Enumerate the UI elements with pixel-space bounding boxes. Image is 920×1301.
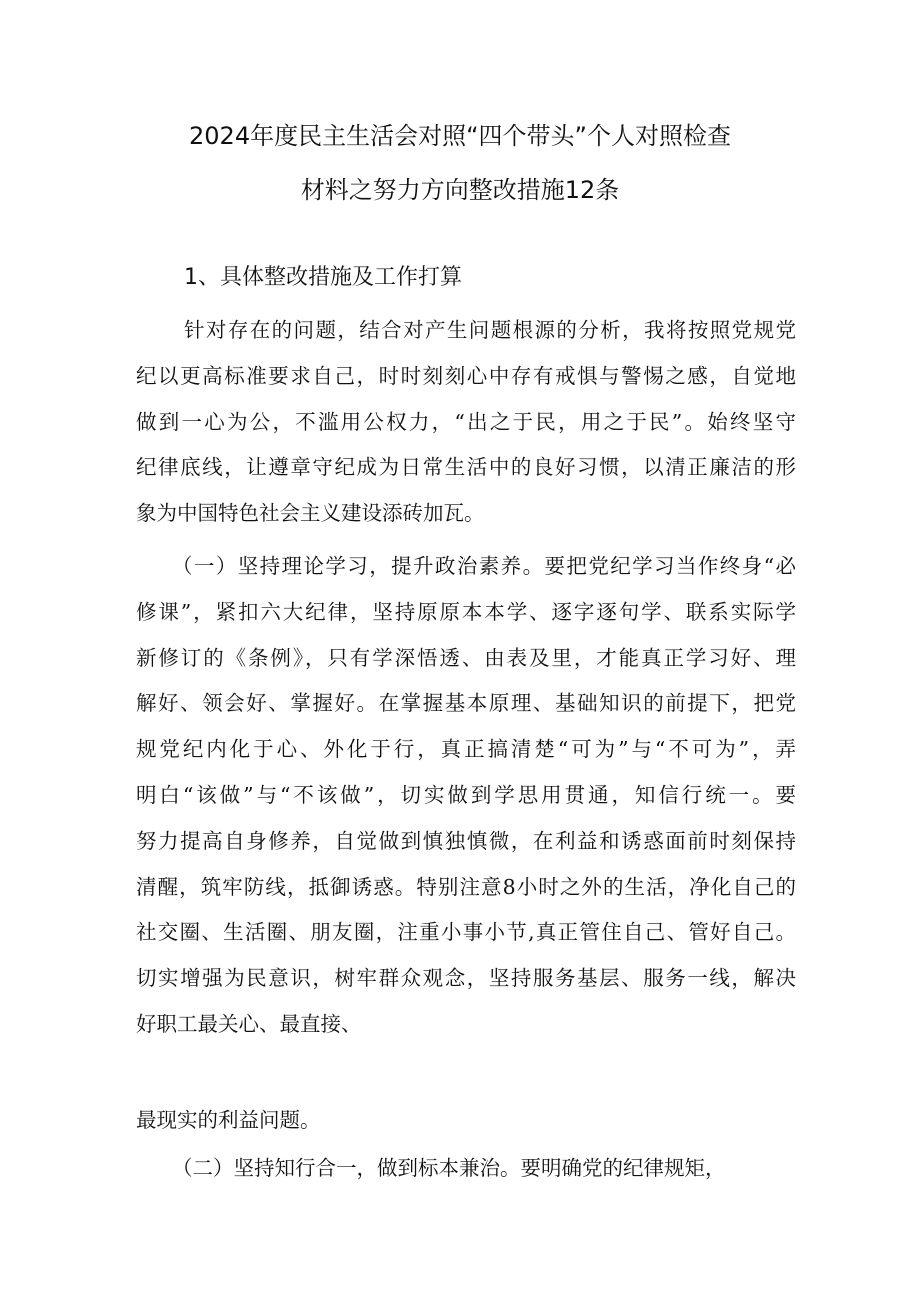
paragraph-2-line: 切实增强为民意识，树牢群众观念，坚持服务基层、服务一线，解决 [136, 966, 796, 991]
paragraph-2-line: 社交圈、生活圈、朋友圈，注重小事小节,真正管住自己、管好自己。 [136, 920, 796, 945]
paragraph-1-line: 纪律底线，让遵章守纪成为日常生活中的良好习惯，以清正廉洁的形 [136, 455, 796, 480]
paragraph-2-line: 明白“该做”与“不该做”，切实做到学思用贯通，知信行统一。要 [136, 782, 796, 807]
paragraph-4 [136, 1146, 796, 1192]
paragraph-1-line: 针对存在的问题，结合对产生问题根源的分析，我将按照党规党 [184, 318, 796, 342]
paragraph-1-line: 纪以更高标准要求自己，时时刻刻心中存有戒惧与警惕之感，自觉地 [136, 363, 796, 388]
paragraph-4-line: （二）坚持知行合一，做到标本兼治。要明确党的纪律规矩， [172, 1156, 726, 1180]
paragraph-2-line: 解好、领会好、掌握好。在掌握基本原理、基础知识的前提下，把党 [136, 691, 796, 716]
paragraph-1-line: 做到一心为公，不滥用公权力，“出之于民，用之于民”。始终坚守 [136, 409, 796, 434]
paragraph-1-line: 象为中国特色社会主义建设添砖加瓦。 [136, 501, 485, 526]
document-title-line-1: 2024年度民主生活会对照“四个带头”个人对照检查 [189, 122, 731, 150]
section-heading: 1、具体整改措施及工作打算 [184, 265, 462, 290]
paragraph-1 [136, 308, 796, 537]
paragraph-2-line: 努力提高自身修养，自觉做到慎独慎微，在利益和诱惑面前时刻保持 [136, 828, 796, 853]
paragraph-2-line: （一）坚持理论学习，提升政治素养。要把党纪学习当作终身“必 [172, 554, 796, 578]
paragraph-2-line: 修课”，紧扣六大纪律，坚持原原本本学、逐字逐句学、联系实际学 [136, 599, 796, 624]
paragraph-3-line: 最现实的利益问题。 [136, 1108, 321, 1132]
paragraph-2-line: 清醒，筑牢防线，抵御诱惑。特别注意8小时之外的生活，净化自己的 [136, 874, 796, 899]
paragraph-2-line: 好职工最关心、最直接、 [136, 1011, 362, 1036]
paragraph-3 [136, 1098, 796, 1144]
paragraph-2-line: 规党纪内化于心、外化于行，真正搞清楚“可为”与“不可为”，弄 [136, 737, 796, 762]
paragraph-2-line: 新修订的《条例》，只有学深悟透、由表及里，才能真正学习好、理 [136, 645, 796, 670]
document-title-line-2: 材料之努力方向整改措施12条 [300, 176, 620, 204]
paragraph-2 [136, 544, 796, 1048]
